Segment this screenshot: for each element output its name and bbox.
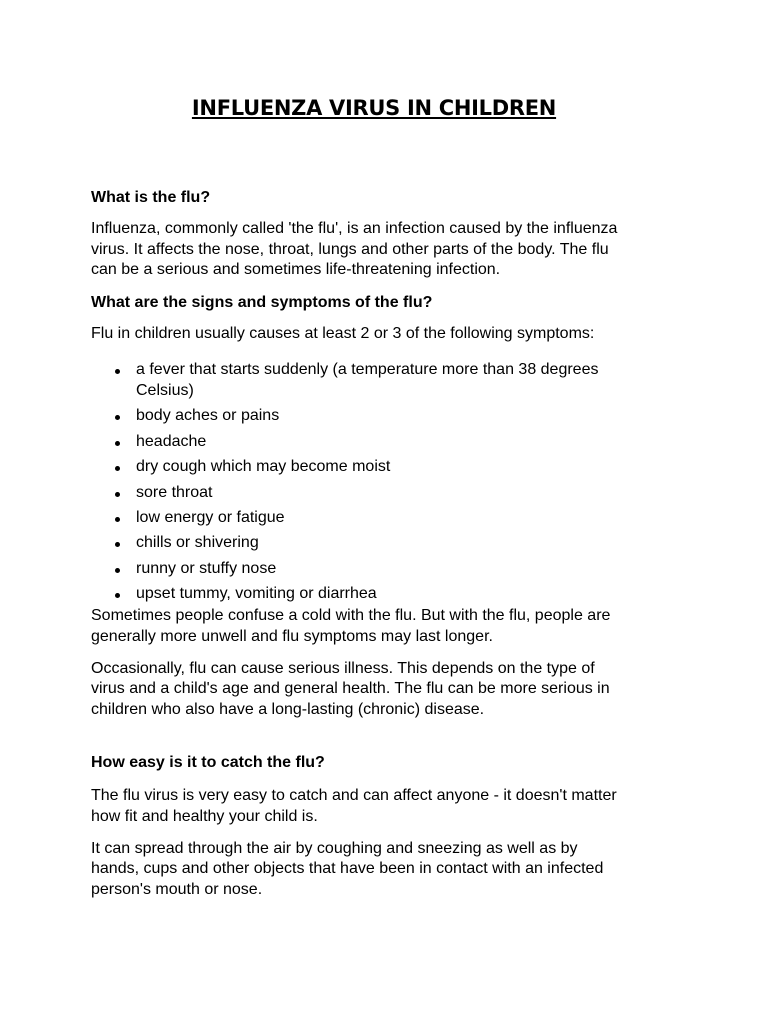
bullet-icon <box>115 542 120 547</box>
bullet-icon <box>115 568 120 573</box>
list-item: runny or stuffy nose <box>91 559 681 580</box>
list-item: chills or shivering <box>91 533 681 554</box>
text-line: virus and a child's age and general health. The flu can be more serious in <box>91 680 610 698</box>
heading-what-is-flu: What is the flu? <box>91 189 211 206</box>
text-line: Influenza, commonly called 'the flu', is an infection caused by the influenza <box>91 220 618 237</box>
symptoms-list <box>91 360 681 604</box>
bullet-icon <box>115 593 120 598</box>
text-line: can be a serious and sometimes life-threatening infection. <box>91 261 501 279</box>
bullet-icon <box>115 369 120 374</box>
document-body <box>91 187 681 900</box>
paragraph-cold-vs-flu <box>91 606 681 647</box>
bullet-icon <box>115 492 120 497</box>
paragraph-serious-illness <box>91 659 681 721</box>
text-line: Occasionally, flu can cause serious illness. This depends on the type of <box>91 659 595 677</box>
list-item: dry cough which may become moist <box>91 457 681 478</box>
list-item: upset tummy, vomiting or diarrhea <box>91 584 681 605</box>
text-line: children who also have a long-lasting (chronic) disease. <box>91 700 485 718</box>
heading-how-easy-to-catch: How easy is it to catch the flu? <box>91 754 325 772</box>
text-line: generally more unwell and flu symptoms may last longer. <box>91 628 493 646</box>
paragraph-how-it-spreads <box>91 839 681 901</box>
text-line: virus. It affects the nose, throat, lungs and other parts of the body. The flu <box>91 240 609 258</box>
list-item: headache <box>91 432 681 453</box>
list-item: body aches or pains <box>91 406 681 427</box>
bullet-icon <box>115 415 120 420</box>
text-line: It can spread through the air by coughing and sneezing as well as by <box>91 839 578 857</box>
list-item: low energy or fatigue <box>91 508 681 529</box>
heading-signs-symptoms: What are the signs and symptoms of the flu? <box>91 293 433 311</box>
text-line: The flu virus is very easy to catch and can affect anyone - it doesn't matter <box>91 787 617 805</box>
paragraph-what-is-flu <box>91 219 681 281</box>
bullet-icon <box>115 517 120 522</box>
bullet-icon <box>115 441 120 446</box>
text-line: hands, cups and other objects that have been in contact with an infected <box>91 860 604 878</box>
text-line: person's mouth or nose. <box>91 880 263 898</box>
document-title: INFLUENZA VIRUS IN CHILDREN <box>191 96 557 120</box>
list-item: sore throat <box>91 483 681 504</box>
bullet-icon <box>115 466 120 471</box>
paragraph-symptoms-intro: Flu in children usually causes at least 2 or 3 of the following symptoms: <box>91 324 595 342</box>
paragraph-easy-to-catch <box>91 786 681 827</box>
text-line: how fit and healthy your child is. <box>91 808 318 826</box>
list-item: a fever that starts suddenly (a temperature more than 38 degrees Celsius) <box>91 360 681 401</box>
text-line: Sometimes people confuse a cold with the flu. But with the flu, people are <box>91 607 611 625</box>
